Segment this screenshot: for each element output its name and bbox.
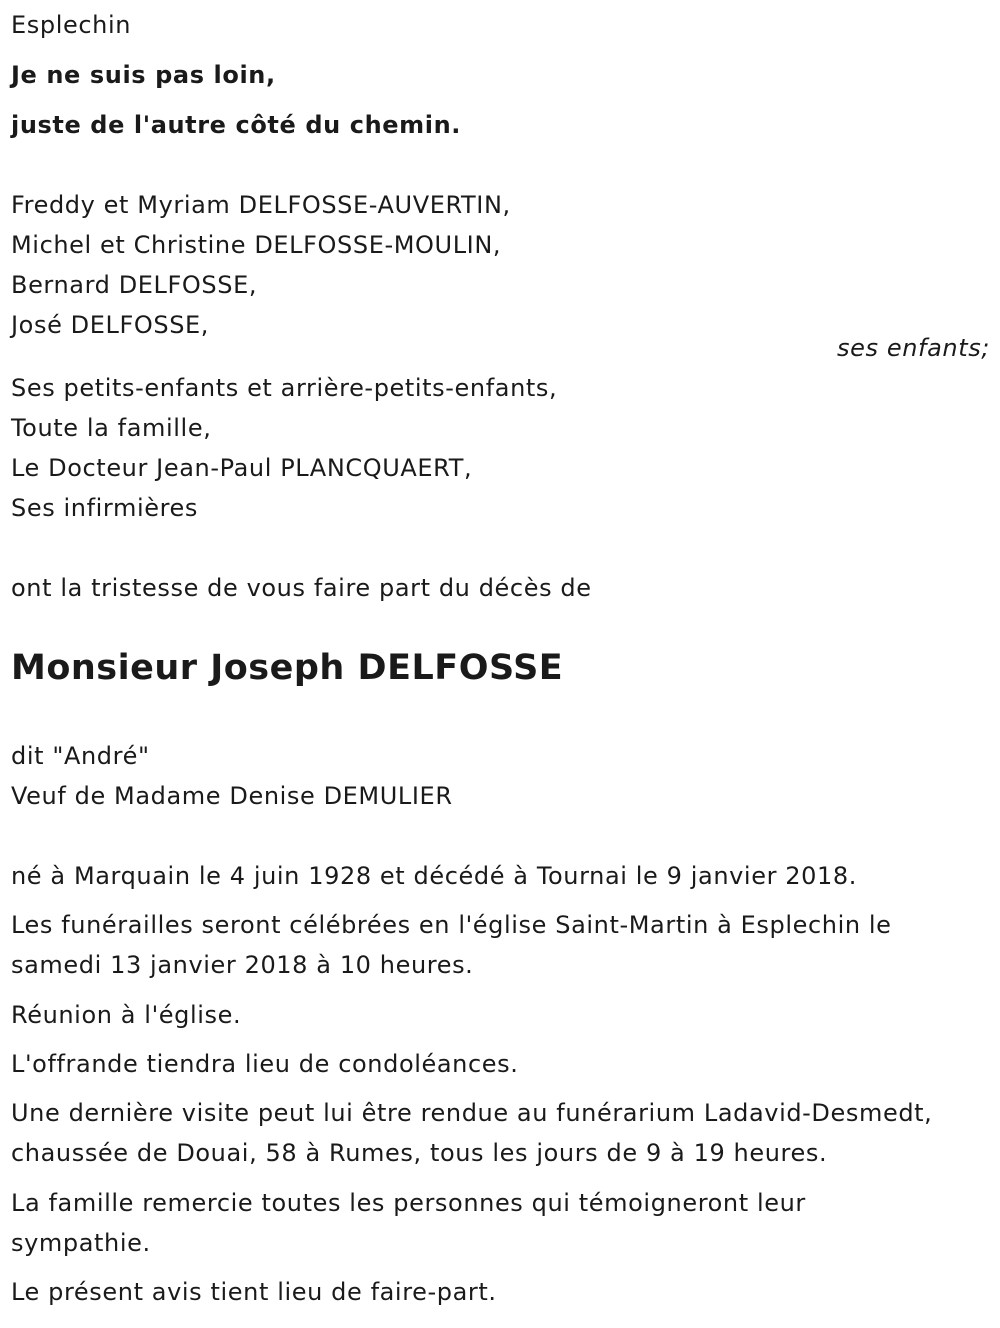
thanks-text: sympathie. xyxy=(11,1229,151,1257)
child-name: Michel et Christine DELFOSSE-MOULIN, xyxy=(11,231,502,259)
children-role-label: ses enfants; xyxy=(837,334,990,362)
thanks-text: La famille remercie toutes les personnes qui témoigneront leur xyxy=(11,1189,806,1217)
deceased-name: Monsieur Joseph DELFOSSE xyxy=(11,648,564,688)
visit-text: Une dernière visite peut lui être rendue au funérarium Ladavid-Desmedt, xyxy=(11,1099,933,1127)
offering-text: L'offrande tiendra lieu de condoléances. xyxy=(11,1050,519,1078)
deceased-widower: Veuf de Madame Denise DEMULIER xyxy=(11,782,453,810)
meeting-text: Réunion à l'église. xyxy=(11,1001,242,1029)
family-member: Ses petits-enfants et arrière-petits-enfants, xyxy=(11,374,558,402)
deceased-nickname: dit "André" xyxy=(11,742,150,770)
announcement-text: ont la tristesse de vous faire part du décès de xyxy=(11,574,592,602)
funeral-text: samedi 13 janvier 2018 à 10 heures. xyxy=(11,951,474,979)
visit-text: chaussée de Douai, 58 à Rumes, tous les jours de 9 à 19 heures. xyxy=(11,1139,828,1167)
child-name: Bernard DELFOSSE, xyxy=(11,271,258,299)
child-name: Freddy et Myriam DELFOSSE-AUVERTIN, xyxy=(11,191,511,219)
quote-line-2: juste de l'autre côté du chemin. xyxy=(11,111,461,139)
notice-text: Le présent avis tient lieu de faire-part. xyxy=(11,1278,497,1306)
place-name: Esplechin xyxy=(11,11,132,39)
family-member: Le Docteur Jean-Paul PLANCQUAERT, xyxy=(11,454,473,482)
family-member: Toute la famille, xyxy=(11,414,212,442)
child-name: José DELFOSSE, xyxy=(11,311,210,339)
birth-death-text: né à Marquain le 4 juin 1928 et décédé à Tournai le 9 janvier 2018. xyxy=(11,862,857,890)
family-member: Ses infirmières xyxy=(11,494,198,522)
funeral-text: Les funérailles seront célébrées en l'église Saint-Martin à Esplechin le xyxy=(11,911,892,939)
quote-line-1: Je ne suis pas loin, xyxy=(11,61,276,89)
